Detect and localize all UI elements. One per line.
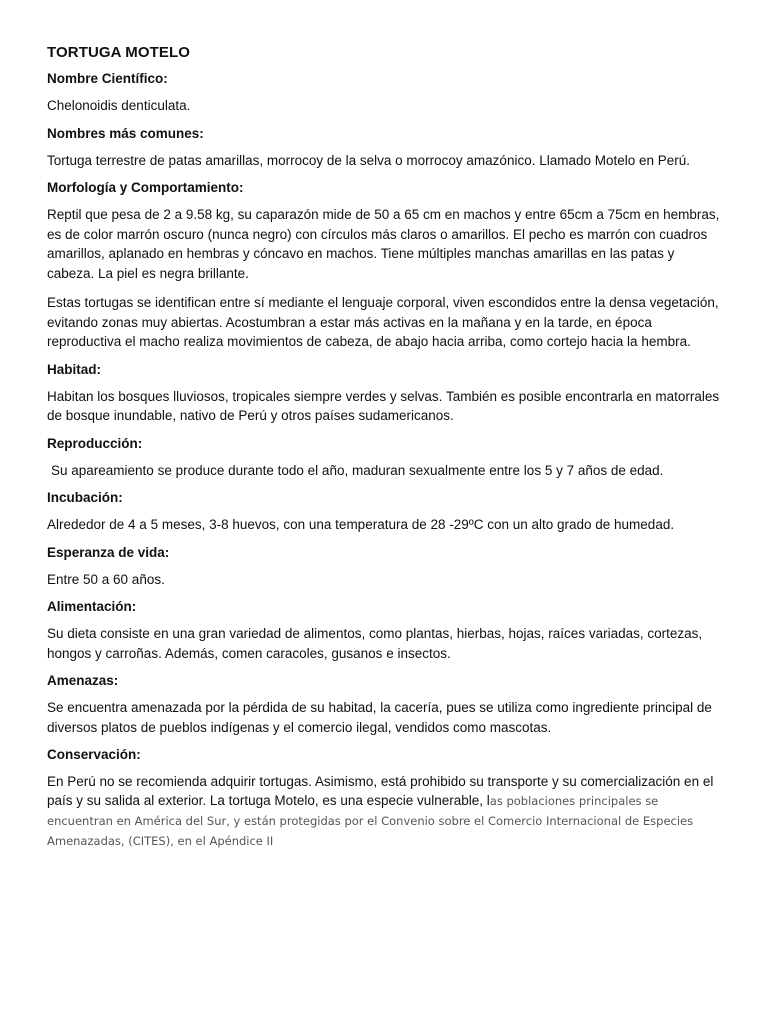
text-reproduccion: Su apareamiento se produce durante todo el año, maduran sexualmente entre los 5 y 7 años de edad.: [51, 462, 664, 478]
text-morfologia-1: Reptil que pesa de 2 a 9.58 kg, su caparazón mide de 50 a 65 cm en machos y entre 65cm a 75cm en hembras, es de color marrón oscuro (nunca negro) con círculos más claros o amarillos. El pecho es marrón con cuadros amarillos, aplanado en hembras y cóncavo en machos. Tiene múltiples manchas amarillas en las patas y cabeza. La piel es negra brillante.: [47, 207, 720, 281]
text-habitat: Habitan los bosques lluviosos, tropicales siempre verdes y selvas. También es posible encontrarla en matorrales de bosque inundable, nativo de Perú y otros países sudamericanos.: [47, 388, 720, 423]
document-title: TORTUGA MOTELO: [47, 44, 191, 61]
heading-incubacion: Incubación:: [47, 490, 123, 505]
heading-amenazas: Amenazas:: [47, 673, 119, 688]
heading-habitat: Habitad:: [47, 361, 101, 377]
heading-nombres-comunes: Nombres más comunes:: [47, 125, 204, 141]
text-esperanza: Entre 50 a 60 años.: [47, 571, 165, 587]
heading-alimentacion: Alimentación:: [47, 599, 137, 614]
heading-reproduccion: Reproducción:: [47, 435, 143, 451]
heading-conservacion: Conservación:: [47, 747, 141, 762]
text-nombres-comunes: Tortuga terrestre de patas amarillas, morrocoy de la selva o morrocoy amazónico. Llamado Motelo en Perú.: [47, 152, 691, 168]
text-nombre-cientifico: Chelonoidis denticulata.: [47, 98, 191, 113]
text-morfologia-2: Estas tortugas se identifican entre sí mediante el lenguaje corporal, viven escondidos entre la densa vegetación, evitando zonas muy abiertas. Acostumbran a estar más activas en la mañana y en la tarde, en época reproductiva el macho realiza movimientos de cabeza, de abajo hacia arriba, como cortejo hacia la hembra.: [47, 295, 719, 349]
text-conservacion: [47, 772, 724, 851]
text-alimentacion: Su dieta consiste en una gran variedad de alimentos, como plantas, hierbas, hojas, raíces variadas, cortezas, hongos y carroñas. Además, comen caracoles, gusanos e insectos.: [47, 626, 703, 661]
text-conservacion-tail: as poblaciones principales se encuentran en América del Sur, y están protegidas por el Convenio sobre el Comercio Internacional de Especies Amenazadas, (CITES), en el Apéndice II: [47, 794, 694, 848]
heading-esperanza: Esperanza de vida:: [47, 544, 170, 560]
heading-morfologia: Morfología y Comportamiento:: [47, 180, 244, 195]
text-conservacion-main: En Perú no se recomienda adquirir tortugas. Asimismo, está prohibido su transporte y su comercialización en el país y su salida al exterior. La tortuga Motelo, es una especie vulnerable, l: [47, 774, 714, 808]
text-amenazas: Se encuentra amenazada por la pérdida de su habitad, la cacería, pues se utiliza como ingrediente principal de diversos platos de pueblos indígenas y el comercio ilegal, vendidos como mascotas.: [47, 700, 712, 735]
text-incubacion: Alrededor de 4 a 5 meses, 3-8 huevos, con una temperatura de 28 -29ºC con un alto grado de humedad.: [47, 517, 675, 532]
heading-nombre-cientifico: Nombre Científico:: [47, 71, 168, 86]
